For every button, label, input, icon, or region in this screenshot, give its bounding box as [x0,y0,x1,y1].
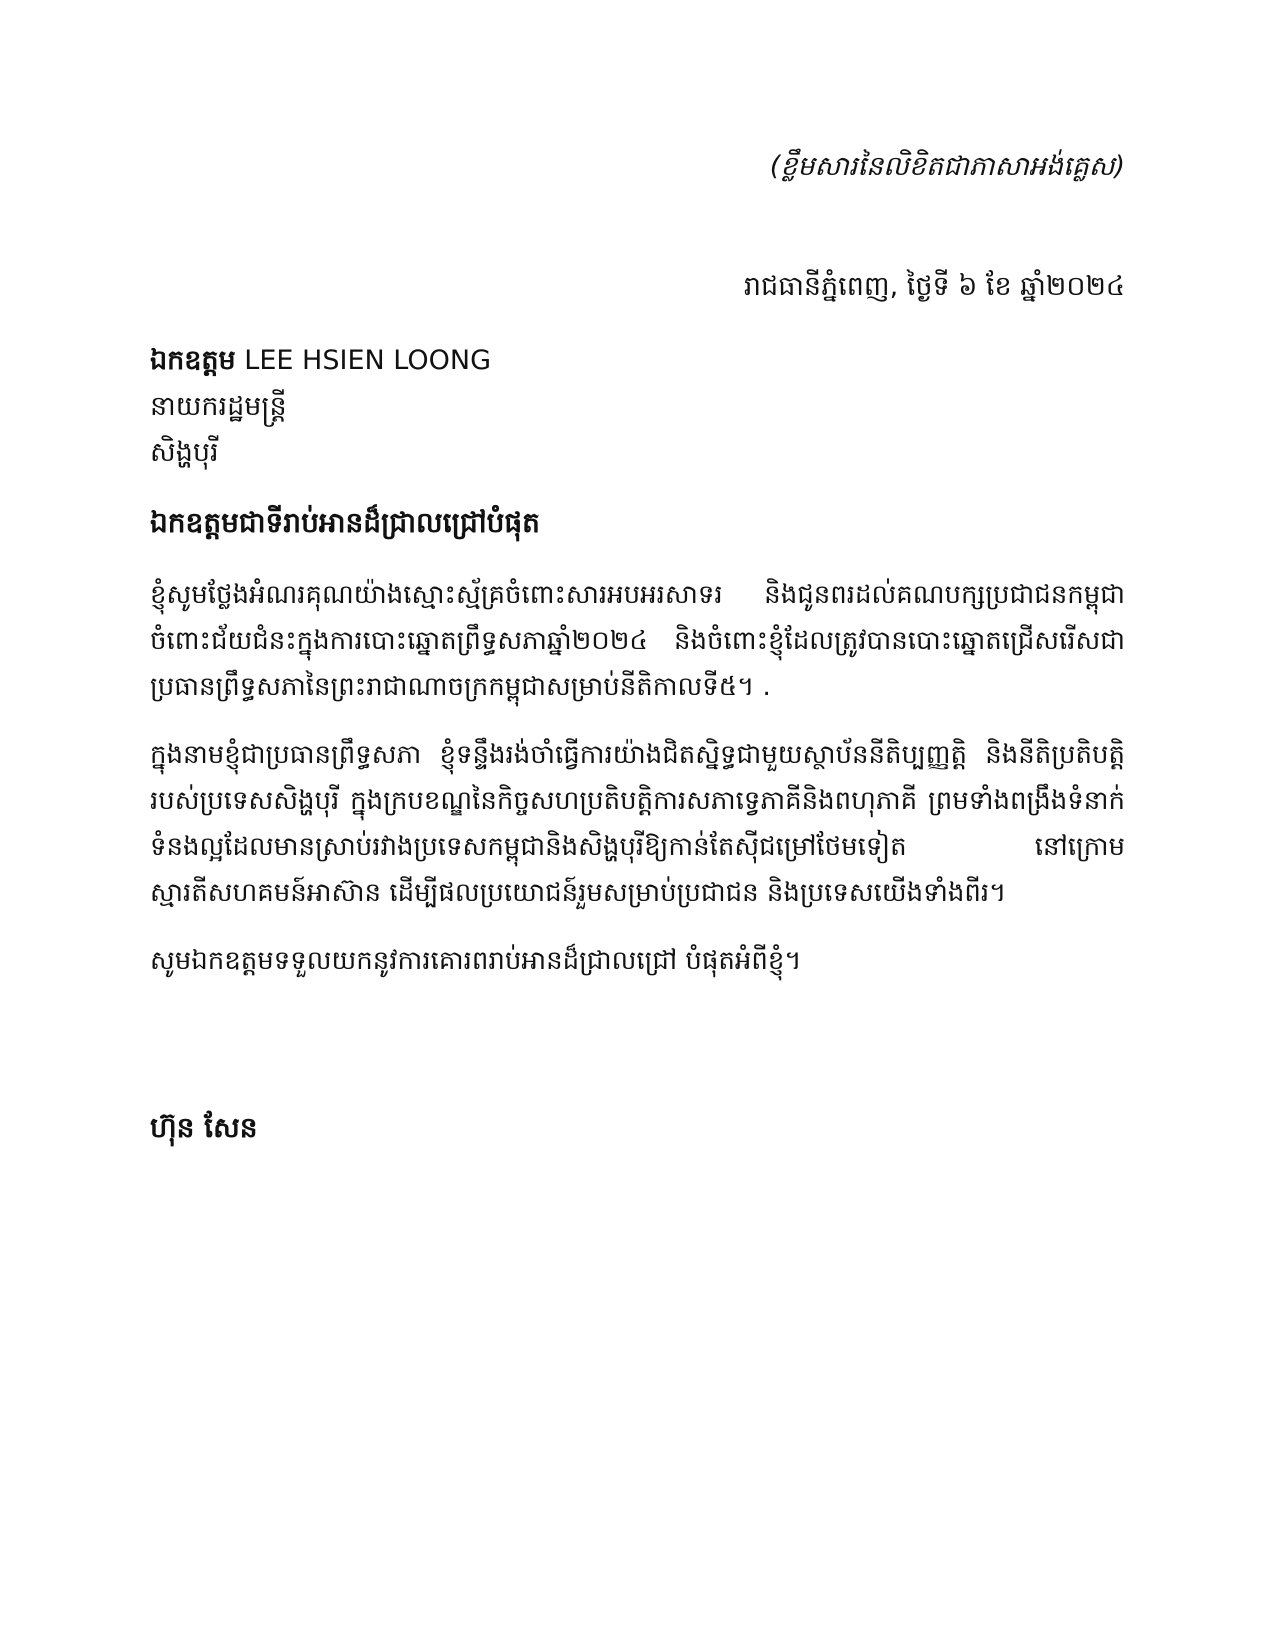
translation-note: (ខ្លឹមសារនៃលិខិតជាភាសាអង់គ្លេស) [769,151,1125,182]
body-paragraph-2: ក្នុងនាមខ្ញុំជាប្រធានព្រឹទ្ធសភា ខ្ញុំទន្ទឹងរង់ចាំធ្វើការយ៉ាងជិតស្និទ្ធជាមួយស្ថាប័ននីតិប្បញ្ញត្តិ និងនីតិប្រតិបត្តិរបស់ប្រទេសសិង្ហបុរី ក្នុងក្របខណ្ឌនៃកិច្ចសហប្រតិបត្តិការសភាទ្វេភាគីនិងពហុភាគី ព្រមទាំងពង្រឹងទំនាក់ទំនងល្អដែលមានស្រាប់រវាងប្រទេសកម្ពុជានិងសិង្ហបុរីឱ្យកាន់តែស៊ីជម្រៅថែមទៀត នៅក្រោមស្មារតីសហគមន៍អាស៊ាន ដើម្បីផលប្រយោជន៍រួមសម្រាប់ប្រជាជន និងប្រទេសយើងទាំងពីរ។ [150,740,1125,908]
recipient-block [150,338,1125,476]
signature-name: ហ៊ុន សែន [150,1111,258,1144]
recipient-honorific: ឯកឧត្តម [150,345,236,376]
recipient-country: សិង្ហបុរី [150,437,219,468]
letter-body [150,572,1125,1006]
recipient-name-line [150,338,1125,384]
recipient-title: នាយករដ្ឋមន្ត្រី [150,391,287,422]
date-line: រាជធានីភ្នំពេញ, ថ្ងៃទី ៦ ខែ ឆ្នាំ២០២៤ [743,271,1125,302]
recipient-name: LEE HSIEN LOONG [244,345,491,376]
body-paragraph-3: សូមឯកឧត្តមទទួលយកនូវការគោរពរាប់អានដ៏ជ្រាលជ្រៅ បំផុតអំពីខ្ញុំ។ [150,946,802,976]
salutation: ឯកឧត្តមជាទីរាប់អានដ៏ជ្រាលជ្រៅបំផុត [150,506,540,539]
body-paragraph-1: ខ្ញុំសូមថ្លែងអំណរគុណយ៉ាងស្មោះស្ម័គ្រចំពោះសារអបអរសាទរ និងជូនពរដល់គណបក្សប្រជាជនកម្ពុជា ចំពោះជ័យជំនះក្នុងការបោះឆ្នោតព្រឹទ្ធសភាឆ្នាំ២០២៤ និងចំពោះខ្ញុំដែលត្រូវបានបោះឆ្នោតជ្រើសរើសជាប្រធានព្រឹទ្ធសភានៃព្រះរាជាណាចក្រកម្ពុជាសម្រាប់នីតិកាលទី៥។ . [150,580,1125,702]
